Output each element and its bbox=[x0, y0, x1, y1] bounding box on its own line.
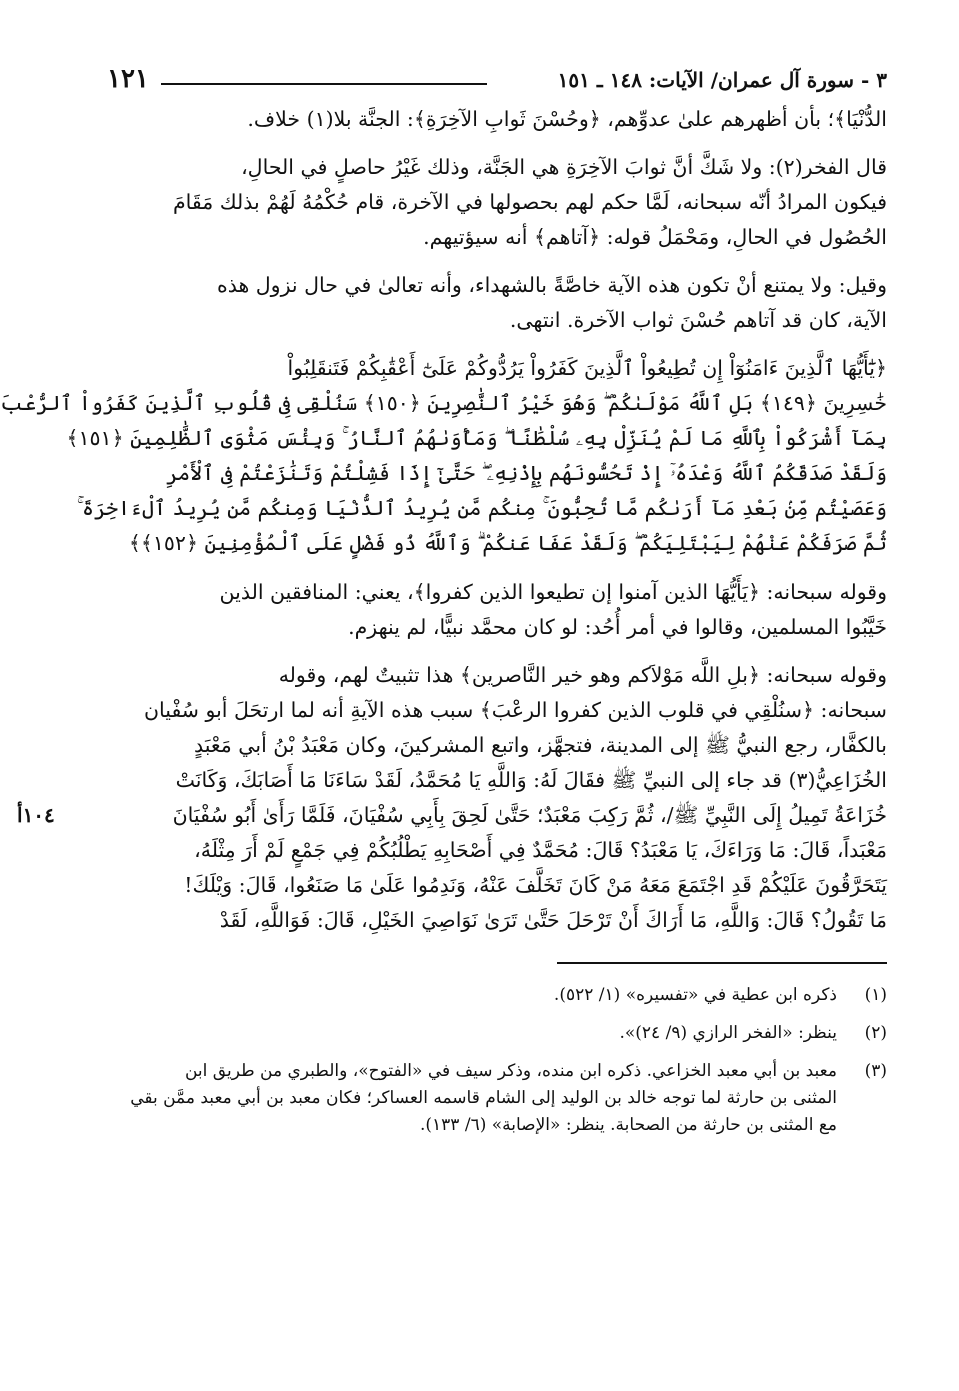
footnote-line: ينظر: «الفخر الرازي (٩/ ٢٤)». bbox=[619, 1023, 837, 1043]
text-line: وقوله سبحانه: ﴿بلِ اللَّه مَوْلاَكم وهو خير النَّاصرين﴾ هذا تثبيتٌ لهم، وقوله bbox=[278, 663, 887, 687]
quran-verses bbox=[0, 351, 887, 561]
header-rule bbox=[161, 83, 487, 85]
text-line: بالكفَّار، رجع النبيُّ ﷺ إلى المدينة، فتجهَّز، واتبع المشركينَ، وكان مَعْبَدُ بْنُ أبي مَعْبَدٍ bbox=[193, 733, 887, 757]
verse-line: وَعَصَيْتُم مِّنۢ بَعْدِ مَآ أَرَىٰكُم مَّا تُحِبُّونَ ۚ مِنكُم مَّن يُرِيدُ ٱلدُّنْيَا وَمِنكُم مَّن يُرِيدُ ٱلْءَاخِرَةَ ۚ bbox=[76, 496, 887, 520]
footnote bbox=[107, 1020, 887, 1047]
book-page bbox=[0, 62, 887, 1382]
footnote-line: معبد بن أبي معبد الخزاعي. ذكره ابن منده، وذكر سيف في «الفتوح»، والطبري من طريق ابن bbox=[184, 1061, 837, 1081]
footnote-line: المثنى بن حارثة لما توجه خالد بن الوليد إلى الشام قاسمه العساكر؛ فكان معبد بن أبي معبد ممَّن بقي bbox=[130, 1088, 837, 1108]
text-line: فيكون المرادُ أنّه سبحانه، لَمَّا حكم لهم بحصولها في الآخرة، قام حُكْمُهُ لَهُمْ بذلك مَقَامَ bbox=[172, 190, 887, 214]
text-line bbox=[17, 798, 887, 833]
text-line-content: خُزَاعَةُ تَمِيلُ إِلَى النَّبِيِّ ﷺ/، ثُمَّ رَكِبَ مَعْبَدٌ؛ حَتَّىٰ لَحِقَ بِأَبِي سُفْيَانَ، فَلَمَّا رَأَىٰ أَبُو سُفْيَانَ bbox=[172, 803, 887, 827]
footnote-line: ذكره ابن عطية في «تفسيره» (١/ ٥٢٢). bbox=[553, 985, 837, 1005]
footnote-number: (٢) bbox=[864, 1023, 887, 1043]
paragraph bbox=[107, 102, 887, 137]
text-line: الدُّنْيَا﴾؛ بأن أظهرهم علىٰ عدوِّهم، ﴿وحُسْنَ ثَوابِ الآخِرَةِ﴾: الجنَّة بلا(١) خلاف. bbox=[247, 107, 887, 131]
paragraph bbox=[107, 575, 887, 645]
text-line: الآية، كان قد آتاهم حُسْنَ ثواب الآخرة. انتهى. bbox=[509, 308, 887, 332]
text-line: مَعْبَداً، قَالَ: مَا وَرَاءَكَ، يَا مَعْبَدُ؟ قَالَ: مُحَمَّدٌ فِي أَصْحَابِهِ يَطْلُبُكُمْ فِي جَمْعٍ لَمْ أَرَ مِثْلَهُ، bbox=[194, 838, 887, 862]
verse-line: بِمَآ أَشْرَكُواْ بِٱللَّهِ مَا لَمْ يُنَزِّلْ بِهِۦ سُلْطَٰنًا ۖ وَمَأْوَىٰهُمُ ٱلنَّارُ ۚ وَبِئْسَ مَثْوَى ٱلظَّٰلِمِينَ ﴿١٥١﴾ bbox=[66, 426, 887, 450]
footnote-number: (١) bbox=[864, 985, 887, 1005]
page-number: ١٢١ bbox=[107, 64, 149, 94]
footnote bbox=[107, 1058, 887, 1139]
verse-line: ﴿يَٰٓأَيُّهَا ٱلَّذِينَ ءَامَنُوٓاْ إِن تُطِيعُواْ ٱلَّذِينَ كَفَرُواْ يَرُدُّوكُمْ عَلَىٰٓ أَعْقَٰبِكُمْ فَتَنقَلِبُواْ bbox=[287, 356, 887, 380]
text-line: يَتَحَرَّقُونَ عَلَيْكُمْ قَدِ اجْتَمَعَ مَعَهُ مَنْ كَانَ تَخَلَّفَ عَنْهُ، وَنَدِمُوا عَلَىٰ مَا صَنَعُوا، قَالَ: وَيْلَكَ! bbox=[184, 873, 887, 897]
text-line: خَيَّبُوا المسلمين، وقالوا في أمر أُحُد: لو كان محمَّد نبيًّا، لم ينهزم. bbox=[348, 615, 887, 639]
manuscript-folio-note: ١٠٤أ bbox=[17, 803, 55, 827]
footnote bbox=[107, 982, 887, 1009]
paragraph bbox=[107, 268, 887, 338]
footnote-rule bbox=[557, 962, 887, 964]
paragraph bbox=[107, 150, 887, 255]
paragraph bbox=[17, 658, 887, 938]
footnote-line: مع المثنى بن حارثة من الصحابة. ينظر: «الإصابة» (٦/ ١٣٣). bbox=[419, 1115, 837, 1135]
footnote-number: (٣) bbox=[864, 1061, 887, 1081]
footnote-text bbox=[107, 1058, 837, 1139]
footnote-text bbox=[107, 982, 837, 1009]
running-header bbox=[107, 62, 887, 102]
footnote-text bbox=[107, 1020, 837, 1047]
text-line: وقيل: ولا يمتنع أنْ تكون هذه الآية خاصَّةً بالشهداء، وأنه تعالىٰ في حال نزول هذه bbox=[216, 273, 887, 297]
text-line: الخُزَاعِيُّ(٣) قد جاء إلى النبيِّ ﷺ فقَالَ لَهُ: وَاللَّهِ يَا مُحَمَّدُ، لَقَدْ سَاءَنَا مَا أَصَابَكَ، وَكَانَتْ bbox=[175, 768, 887, 792]
verse-line: خَٰسِرِينَ ﴿١٤٩﴾ بَلِ ٱللَّهُ مَوْلَىٰكُمْ ۖ وَهُوَ خَيْرُ ٱلنَّٰصِرِينَ ﴿١٥٠﴾ سَنُلْقِى فِى قُلُوبِ ٱلَّذِينَ كَفَرُواْ ٱلرُّعْبَ bbox=[0, 391, 887, 415]
text-line: سبحانه: ﴿سنُلْقِي في قلوب الذين كفروا الرعْبَ﴾ سبب هذه الآيةِ أنه لما ارتحَلَ أبو سُفْيان bbox=[143, 698, 887, 722]
header-title: ٣ - سورة آل عمران/ الآيات: ١٤٨ ـ ١٥١ bbox=[557, 68, 887, 92]
verse-line: ثُمَّ صَرَفَكُمْ عَنْهُمْ لِيَبْتَلِيَكُمْ ۖ وَلَقَدْ عَفَا عَنكُمْ ۗ وَٱللَّهُ ذُو فَضْلٍ عَلَى ٱلْمُؤْمِنِينَ ﴿١٥٢﴾﴾ bbox=[128, 531, 887, 555]
text-line: مَا تَقُولُ؟ قَالَ: وَاللَّهِ، مَا أَرَاكَ أَنْ تَرْحَلَ حَتَّىٰ تَرَىٰ نَوَاصِيَ الخَيْلِ، قَالَ: فَوَاللَّهِ، لَقَدْ bbox=[219, 908, 887, 932]
text-line: الحُصُول في الحالِ، ومَحْمَلُ قوله: ﴿آتاهم﴾ أنه سيؤتيهم. bbox=[423, 225, 887, 249]
verse-line: وَلَقَدْ صَدَقَكُمُ ٱللَّهُ وَعْدَهُۥٓ إِذْ تَحُسُّونَهُم بِإِذْنِهِۦ ۖ حَتَّىٰٓ إِذَا فَشِلْتُمْ وَتَنَٰزَعْتُمْ فِى ٱلْأَمْرِ bbox=[166, 461, 887, 485]
text-line: قال الفخر(٢): ولا شَكَّ أنَّ ثوابَ الآخِرَةِ هي الجَنَّة، وذلك غَيْرُ حاصلٍ في الحالِ، bbox=[241, 155, 887, 179]
text-line: وقوله سبحانه: ﴿يَأَيُّهَا الذين آمنوا إن تطيعوا الذين كفروا﴾، يعني: المنافقين الذين bbox=[219, 580, 887, 604]
